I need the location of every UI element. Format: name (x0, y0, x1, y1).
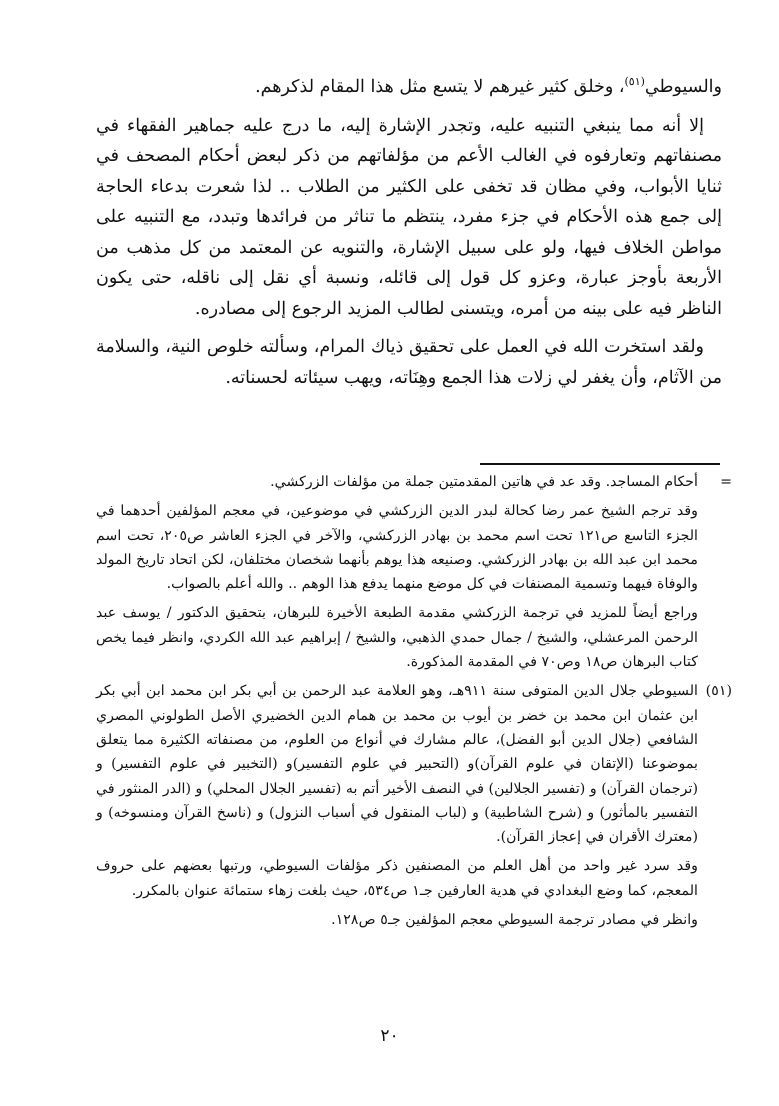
footnote-paragraph: السيوطي جلال الدين المتوفى سنة ٩١١هـ، وهو العلامة عبد الرحمن بن أبي بكر ابن محمد ابن أبي بكر ابن عثمان ابن محمد بن خضر بن أيوب بن محمد بن همام الدين الخضيري الأصل الطولوني المصري الشافعي (جلال الدين أبو الفضل)، عالم مشارك في أنواع من العلوم، من مصنفاته الكثيرة مما يتعلق بموضوعنا (الإتقان في علوم القرآن)و (التحبير في علوم التفسير)و (التخبير في علوم التفسير) و (ترجمان القرآن) و (تفسير الجلالين) في النصف الأخير أتم به (تفسير الجلال المحلي) و (الدر المنثور في التفسير بالمأثور) و (شرح الشاطبية) و (لباب المنقول في أسباب النزول) و (ناسخ القرآن ومنسوخه) و (معترك الأقران في إعجاز القرآن). (96, 683, 698, 846)
footnotes (96, 470, 732, 937)
body-paragraph: إلا أنه مما ينبغي التنبيه عليه، وتجدر الإشارة إليه، ما درج عليه جماهير الفقهاء في مصنفاتهم وتعارفوه في الغالب الأعم من مؤلفاتهم من ذكر لبعض أحكام المصحف في ثنايا الأبواب، وفي مظان قد تخفى على الكثير من الطلاب .. لذا شعرت بدعاء الحاجة إلى جمع هذه الأحكام في جزء مفرد، ينتظم ما تناثر من فرائدها وتبدد، مع التنبيه على مواطن الخلاف فيها، ولو على سبيل الإشارة، والتنويه عن المعتمد من كل مذهب من الأربعة بأوجز عبارة، وعزو كل قول إلى قائله، ونسبة أي نقل إلى ناقله، حتى يكون الناظر فيه على بينه من أمره، ويتسنى لطالب المزيد الرجوع إلى مصادره. (96, 115, 722, 319)
page-number: ٢٠ (380, 1026, 399, 1046)
footnote-paragraph: وقد ترجم الشيخ عمر رضا كحالة لبدر الدين الزركشي في موضوعين، في معجم المؤلفين أحدهما في الجزء التاسع ص١٢١ تحت اسم محمد بن بهادر الزركشي، والآخر في الجزء العاشر ص٢٠٥، تحت اسم محمد ابن عبد الله بن بهادر الزركشي. وصنيعه هذا يوهم بأنهما شخصان مختلفان، لكن اتحاد تاريخ المولد والوفاة فيهما وتسمية المصنفات في كل موضع منهما يدفع هذا الوهم .. والله أعلم بالصواب. (96, 503, 698, 593)
footnote (96, 470, 732, 674)
footnote-marker: (٥١) (705, 683, 732, 700)
body-text: والسيوطي (644, 77, 722, 97)
footnote-paragraph: وقد سرد غير واحد من أهل العلم من المصنفين ذكر مؤلفات السيوطي، ورتبها بعضهم على حروف المعجم، كما وضع البغدادي في هدية العارفين جـ١ ص٥٣٤، حيث بلغت زهاء ستمائة عنوان بالمكرر. (96, 858, 698, 899)
footnote-reference: (٥١) (624, 75, 645, 89)
footnote-paragraph: وانظر في مصادر ترجمة السيوطي معجم المؤلفين جـ٥ ص١٢٨. (331, 912, 698, 929)
footnote (96, 679, 732, 932)
footnote-paragraph: أحكام المساجد. وقد عد في هاتين المقدمتين جملة من مؤلفات الزركشي. (270, 474, 698, 490)
footnote-paragraph: وراجع أيضاً للمزيد في ترجمة الزركشي مقدمة الطبعة الأخيرة للبرهان، بتحقيق الدكتور / يوسف عبد الرحمن المرعشلي، والشيخ / جمال حمدي الذهبي، والشيخ / إبراهيم عبد الله الكردي، وانظر فيما يخص كتاب البرهان ص١٨ وص٧٠ في المقدمة المذكورة. (96, 605, 698, 671)
body-text: ، وخلق كثير غيرهم لا يتسع مثل هذا المقام لذكرهم. (255, 77, 625, 97)
footnote-marker: = (720, 474, 732, 490)
body-paragraph: ولقد استخرت الله في العمل على تحقيق ذياك المرام، وسألته خلوص النية، والسلامة من الآثام، وأن يغفر لي زلات هذا الجمع وهِنَاته، ويهب سيئاته لحسناته. (96, 337, 722, 388)
body-paragraph (96, 72, 722, 103)
footnote-separator (480, 463, 720, 465)
main-text (96, 72, 722, 401)
